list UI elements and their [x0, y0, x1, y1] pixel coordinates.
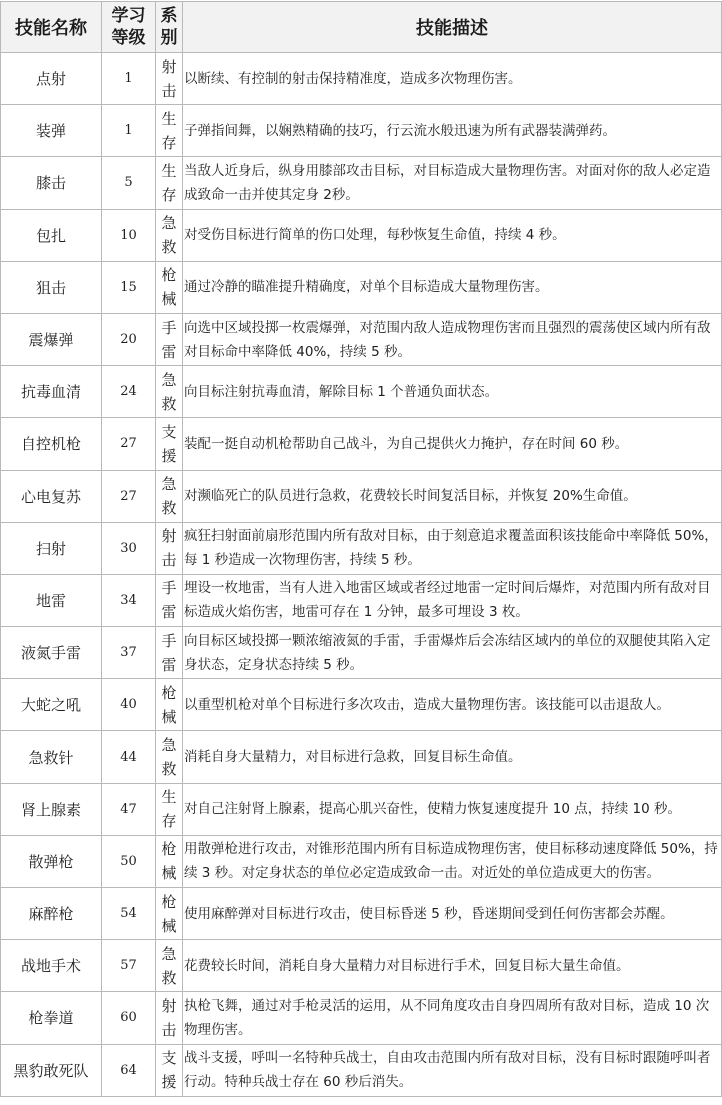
skill-description-cell: 使用麻醉弹对目标进行攻击，使目标昏迷 5 秒，昏迷期间受到任何伤害都会苏醒。: [183, 888, 722, 940]
series-label: 急救: [161, 214, 177, 257]
table-row: [1, 574, 722, 626]
series-cell: [156, 783, 183, 835]
skill-description-cell: 疯狂扫射面前扇形范围内所有敌对目标，由于刻意追求覆盖面积该技能命中率降低 50%，每 1 秒造成一次物理伤害，持续 5 秒。: [183, 522, 722, 574]
skill-name-cell: 膝击: [1, 157, 102, 209]
learn-level-cell: 44: [102, 731, 156, 783]
skill-name-cell: 急救针: [1, 731, 102, 783]
learn-level-cell: 30: [102, 522, 156, 574]
table-row: [1, 313, 722, 365]
skill-name-cell: 地雷: [1, 574, 102, 626]
series-cell: [156, 105, 183, 157]
skill-description-cell: 子弹指间舞，以娴熟精确的技巧，行云流水般迅速为所有武器装满弹药。: [183, 105, 722, 157]
series-label: 枪械: [161, 892, 177, 935]
table-row: [1, 940, 722, 992]
table-row: [1, 783, 722, 835]
learn-level-cell: 54: [102, 888, 156, 940]
skill-description-cell: 向目标区域投掷一颗浓缩液氮的手雷，手雷爆炸后会冻结区域内的单位的双腿使其陷入定身状态，定身状态持续 5 秒。: [183, 627, 722, 679]
series-label: 枪械: [161, 266, 177, 309]
skill-name-cell: 枪拳道: [1, 992, 102, 1044]
series-cell: [156, 522, 183, 574]
series-label: 射击: [161, 996, 177, 1039]
series-label: 生存: [161, 109, 177, 152]
learn-level-cell: 47: [102, 783, 156, 835]
skill-name-cell: 散弹枪: [1, 835, 102, 887]
skills-table: [0, 1, 722, 1097]
series-label: 急救: [161, 475, 177, 518]
series-cell: [156, 157, 183, 209]
learn-level-cell: 50: [102, 835, 156, 887]
series-label: 射击: [161, 527, 177, 570]
series-cell: [156, 261, 183, 313]
skill-description-cell: 装配一挺自动机枪帮助自己战斗，为自己提供火力掩护，存在时间 60 秒。: [183, 418, 722, 470]
learn-level-cell: 64: [102, 1044, 156, 1096]
table-row: [1, 992, 722, 1044]
table-row: [1, 418, 722, 470]
skill-description-cell: 战斗支援，呼叫一名特种兵战士，自由攻击范围内所有敌对目标，没有目标时跟随呼叫者行动。特种兵战士存在 60 秒后消失。: [183, 1044, 722, 1096]
learn-level-cell: 20: [102, 313, 156, 365]
skill-name-cell: 肾上腺素: [1, 783, 102, 835]
table-row: [1, 366, 722, 418]
table-row: [1, 731, 722, 783]
skill-name-cell: 自控机枪: [1, 418, 102, 470]
skill-name-cell: 点射: [1, 53, 102, 105]
skill-name-cell: 黑豹敢死队: [1, 1044, 102, 1096]
skill-description-cell: 对自己注射肾上腺素，提高心肌兴奋性，使精力恢复速度提升 10 点，持续 10 秒。: [183, 783, 722, 835]
skill-description-cell: 向选中区域投掷一枚震爆弹，对范围内敌人造成物理伤害而且强烈的震荡使区域内所有敌对目标命中率降低 40%，持续 5 秒。: [183, 313, 722, 365]
series-cell: [156, 679, 183, 731]
learn-level-cell: 37: [102, 627, 156, 679]
table-row: [1, 522, 722, 574]
skill-name-cell: 心电复苏: [1, 470, 102, 522]
skill-name-cell: 震爆弹: [1, 313, 102, 365]
series-cell: [156, 940, 183, 992]
table-row: [1, 835, 722, 887]
header-skill-description: 技能描述: [183, 2, 722, 53]
skill-description-cell: 对受伤目标进行简单的伤口处理，每秒恢复生命值，持续 4 秒。: [183, 209, 722, 261]
series-cell: [156, 835, 183, 887]
skill-description-cell: 当敌人近身后，纵身用膝部攻击目标，对目标造成大量物理伤害。对面对你的敌人必定造成致命一击并使其定身 2秒。: [183, 157, 722, 209]
series-label: 手雷: [161, 631, 177, 674]
learn-level-cell: 40: [102, 679, 156, 731]
series-label: 生存: [161, 161, 177, 204]
table-row: [1, 888, 722, 940]
header-series: 系别: [156, 2, 183, 53]
skills-table-body: [1, 53, 722, 1097]
learn-level-cell: 15: [102, 261, 156, 313]
series-cell: [156, 731, 183, 783]
series-label: 支援: [161, 422, 177, 465]
series-label: 急救: [161, 736, 177, 779]
learn-level-cell: 5: [102, 157, 156, 209]
skill-description-cell: 花费较长时间，消耗自身大量精力对目标进行手术，回复目标大量生命值。: [183, 940, 722, 992]
table-row: [1, 679, 722, 731]
header-skill-name: 技能名称: [1, 2, 102, 53]
table-row: [1, 261, 722, 313]
table-row: [1, 209, 722, 261]
learn-level-cell: 57: [102, 940, 156, 992]
series-label: 手雷: [161, 318, 177, 361]
skill-name-cell: 装弹: [1, 105, 102, 157]
table-row: [1, 53, 722, 105]
series-cell: [156, 53, 183, 105]
skill-name-cell: 液氮手雷: [1, 627, 102, 679]
table-row: [1, 470, 722, 522]
header-learn-level: 学习等级: [102, 2, 156, 53]
series-label: 急救: [161, 370, 177, 413]
learn-level-cell: 34: [102, 574, 156, 626]
skill-description-cell: 埋设一枚地雷，当有人进入地雷区域或者经过地雷一定时间后爆炸，对范围内所有敌对目标造成火焰伤害，地雷可存在 1 分钟，最多可埋设 3 枚。: [183, 574, 722, 626]
series-cell: [156, 574, 183, 626]
learn-level-cell: 27: [102, 470, 156, 522]
skill-description-cell: 用散弹枪进行攻击，对锥形范围内所有目标造成物理伤害，使目标移动速度降低 50%，持续 3 秒。对定身状态的单位必定造成致命一击。对近处的单位造成更大的伤害。: [183, 835, 722, 887]
learn-level-cell: 1: [102, 105, 156, 157]
learn-level-cell: 60: [102, 992, 156, 1044]
series-cell: [156, 992, 183, 1044]
series-cell: [156, 366, 183, 418]
skill-description-cell: 以断续、有控制的射击保持精准度，造成多次物理伤害。: [183, 53, 722, 105]
skill-description-cell: 以重型机枪对单个目标进行多次攻击，造成大量物理伤害。该技能可以击退敌人。: [183, 679, 722, 731]
skill-name-cell: 战地手术: [1, 940, 102, 992]
learn-level-cell: 27: [102, 418, 156, 470]
skill-description-cell: 对濒临死亡的队员进行急救，花费较长时间复活目标，并恢复 20%生命值。: [183, 470, 722, 522]
skill-description-cell: 执枪飞舞，通过对手枪灵活的运用，从不同角度攻击自身四周所有敌对目标，造成 10 次物理伤害。: [183, 992, 722, 1044]
skill-name-cell: 狙击: [1, 261, 102, 313]
series-cell: [156, 470, 183, 522]
series-label: 枪械: [161, 683, 177, 726]
table-row: [1, 105, 722, 157]
table-row: [1, 157, 722, 209]
series-label: 手雷: [161, 579, 177, 622]
series-cell: [156, 888, 183, 940]
table-header-row: [1, 2, 722, 53]
series-label: 急救: [161, 944, 177, 987]
series-cell: [156, 418, 183, 470]
skill-name-cell: 大蛇之吼: [1, 679, 102, 731]
learn-level-cell: 1: [102, 53, 156, 105]
series-label: 枪械: [161, 840, 177, 883]
series-label: 射击: [161, 57, 177, 100]
skill-name-cell: 麻醉枪: [1, 888, 102, 940]
learn-level-cell: 24: [102, 366, 156, 418]
series-cell: [156, 1044, 183, 1096]
skill-description-cell: 消耗自身大量精力，对目标进行急救，回复目标生命值。: [183, 731, 722, 783]
skill-name-cell: 扫射: [1, 522, 102, 574]
series-label: 生存: [161, 788, 177, 831]
series-cell: [156, 209, 183, 261]
skill-description-cell: 向目标注射抗毒血清，解除目标 1 个普通负面状态。: [183, 366, 722, 418]
series-cell: [156, 627, 183, 679]
skill-description-cell: 通过冷静的瞄准提升精确度，对单个目标造成大量物理伤害。: [183, 261, 722, 313]
series-cell: [156, 313, 183, 365]
table-row: [1, 1044, 722, 1096]
series-label: 支援: [161, 1049, 177, 1092]
learn-level-cell: 10: [102, 209, 156, 261]
table-row: [1, 627, 722, 679]
skill-name-cell: 包扎: [1, 209, 102, 261]
skill-name-cell: 抗毒血清: [1, 366, 102, 418]
